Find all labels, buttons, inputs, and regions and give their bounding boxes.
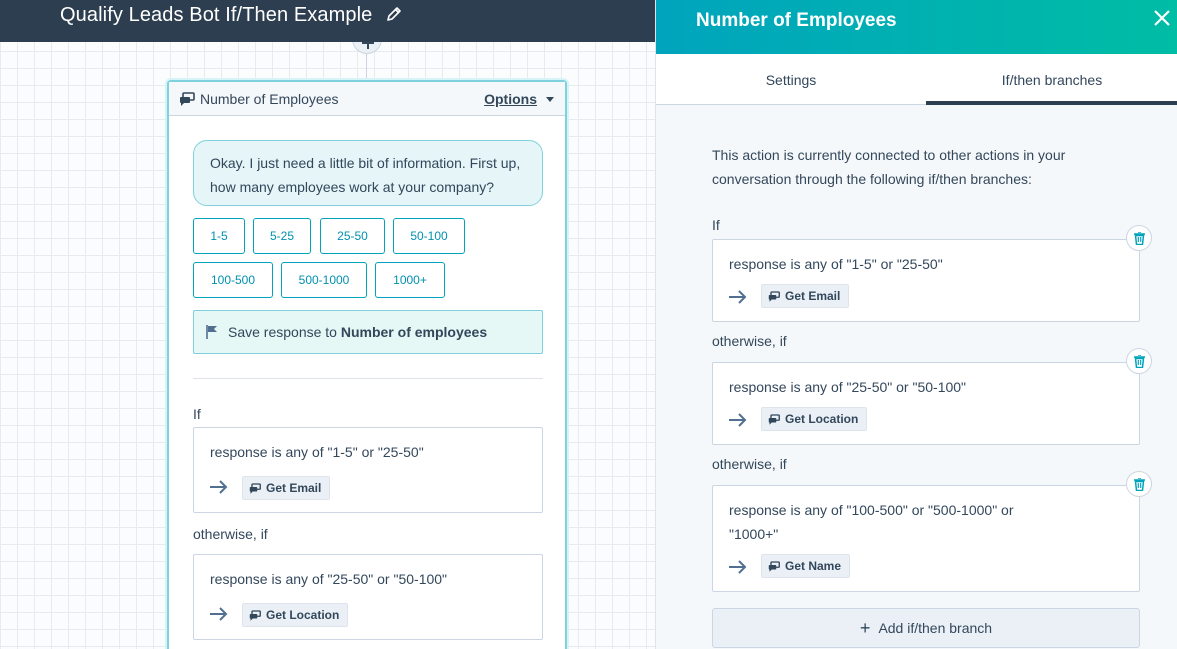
- branch-card[interactable]: [712, 485, 1140, 592]
- bot-title[interactable]: Qualify Leads Bot If/Then Example: [60, 4, 373, 26]
- plus-icon: +: [859, 618, 871, 638]
- editor-topbar: [0, 0, 655, 42]
- node-header: [169, 82, 565, 116]
- branch-target-tag[interactable]: [761, 284, 849, 308]
- action-node[interactable]: [167, 80, 567, 649]
- branch-target-label: Get Location: [785, 412, 859, 426]
- node-title: Number of Employees: [200, 91, 339, 107]
- branch-label: otherwise, if: [193, 526, 268, 542]
- tab-settings[interactable]: Settings: [765, 71, 817, 88]
- chat-bubbles-icon: [768, 414, 780, 425]
- branch-condition: response is any of "25-50" or "50-100": [729, 379, 967, 395]
- branches-intro: This action is currently connected to other actions in your conversation through the following if/then branches:: [712, 147, 1066, 187]
- close-icon[interactable]: [1153, 9, 1171, 27]
- branch-target-label: Get Email: [785, 289, 841, 303]
- add-branch-label: Add if/then branch: [878, 620, 993, 636]
- branch-condition: response is any of "1-5" or "25-50": [729, 256, 943, 272]
- arrow-right-icon: [728, 560, 748, 574]
- branch-target-label: Get Location: [266, 608, 340, 622]
- panel-title: Number of Employees: [696, 10, 897, 31]
- quick-reply-chip[interactable]: 1-5: [193, 218, 245, 254]
- tab-if-then-branches[interactable]: If/then branches: [1001, 71, 1103, 88]
- chat-bubbles-icon: [768, 561, 780, 572]
- quick-reply-chip[interactable]: 100-500: [193, 262, 273, 298]
- bot-message: Okay. I just need a little bit of information. First up, how many employees work at your company?: [193, 140, 543, 206]
- branch-card[interactable]: [193, 427, 543, 513]
- arrow-right-icon: [728, 290, 748, 304]
- options-dropdown[interactable]: Options: [484, 91, 537, 107]
- quick-reply-chip[interactable]: 1000+: [375, 262, 445, 298]
- panel-header: [656, 0, 1177, 54]
- branch-label: If: [712, 217, 720, 233]
- branch-condition-line: response is any of "100-500" or "500-1000" or: [729, 502, 1014, 518]
- delete-branch-button[interactable]: [1126, 348, 1152, 374]
- chat-bubbles-icon: [179, 92, 195, 106]
- chat-bubbles-icon: [249, 610, 261, 621]
- branch-target-tag[interactable]: [242, 476, 330, 500]
- branch-target-tag[interactable]: [761, 407, 867, 431]
- delete-branch-button[interactable]: [1126, 471, 1152, 497]
- arrow-right-icon: [209, 480, 229, 494]
- branch-label: otherwise, if: [712, 456, 787, 472]
- branch-target-tag[interactable]: [242, 603, 348, 627]
- arrow-right-icon: [728, 413, 748, 427]
- trash-icon: [1134, 232, 1145, 245]
- branch-label: otherwise, if: [712, 333, 787, 349]
- branch-label: If: [193, 406, 201, 422]
- quick-reply-chip[interactable]: 5-25: [253, 218, 311, 254]
- branch-target-label: Get Email: [266, 481, 322, 495]
- chat-bubbles-icon: [768, 291, 780, 302]
- branch-condition: response is any of "1-5" or "25-50": [210, 444, 424, 460]
- delete-branch-button[interactable]: [1126, 225, 1152, 251]
- branch-condition-line: "1000+": [729, 526, 779, 542]
- flag-icon: [206, 325, 218, 339]
- branches-content: [656, 105, 1177, 649]
- divider: [193, 378, 543, 379]
- save-response-prefix: Save response to: [228, 324, 341, 340]
- add-branch-button[interactable]: [712, 608, 1140, 648]
- chat-bubbles-icon: [249, 483, 261, 494]
- save-response-box: [193, 310, 543, 354]
- branch-card[interactable]: [193, 554, 543, 640]
- branch-target-label: Get Name: [785, 559, 842, 573]
- save-response-property: Number of employees: [340, 324, 488, 340]
- trash-icon: [1134, 478, 1145, 491]
- quick-reply-chip[interactable]: 500-1000: [281, 262, 367, 298]
- branch-card[interactable]: [712, 239, 1140, 322]
- quick-reply-chip[interactable]: 50-100: [393, 218, 465, 254]
- action-settings-panel: [655, 0, 1177, 649]
- chevron-down-icon[interactable]: [546, 97, 554, 102]
- pencil-icon[interactable]: [386, 6, 402, 22]
- panel-tabs: [656, 54, 1177, 105]
- trash-icon: [1134, 355, 1145, 368]
- branch-target-tag[interactable]: [761, 554, 850, 578]
- quick-reply-chip[interactable]: 25-50: [320, 218, 385, 254]
- branch-card[interactable]: [712, 362, 1140, 445]
- arrow-right-icon: [209, 607, 229, 621]
- branch-condition: response is any of "25-50" or "50-100": [210, 571, 448, 587]
